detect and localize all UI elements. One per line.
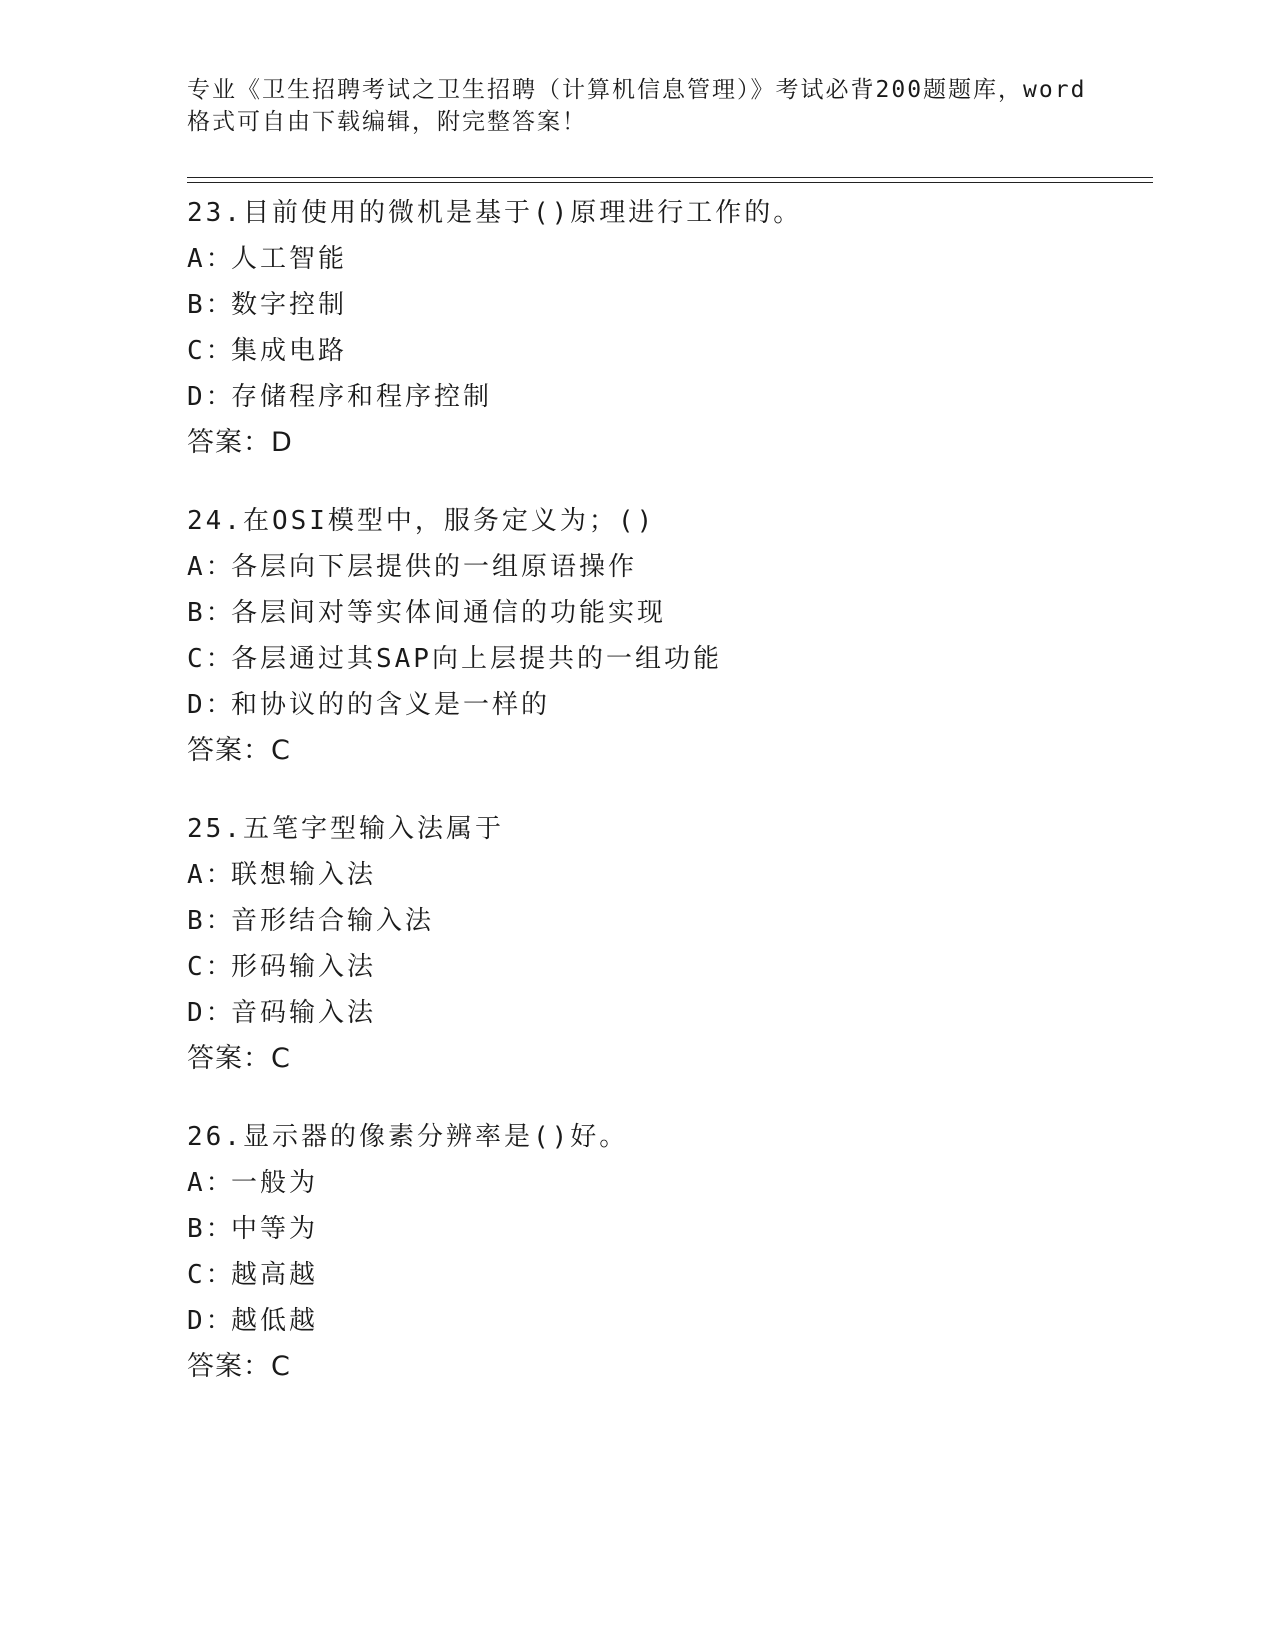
option-label: D： [187, 998, 235, 1028]
option-text: 音码输入法 [231, 998, 377, 1028]
option-label: A： [187, 1168, 235, 1198]
question-25 [187, 806, 1153, 1082]
option-label: C： [187, 1260, 235, 1290]
option-b [187, 590, 1153, 636]
question-list [187, 190, 1153, 1422]
option-text: 和协议的的含义是一样的 [231, 690, 551, 720]
question-stem: 24.在OSI模型中，服务定义为；() [187, 506, 656, 536]
option-label: B： [187, 906, 235, 936]
answer-line: 答案：C [187, 1043, 291, 1074]
option-label: C： [187, 644, 235, 674]
option-label: C： [187, 336, 235, 366]
option-b [187, 282, 1153, 328]
option-text: 数字控制 [231, 290, 348, 320]
header-divider-top [187, 177, 1153, 178]
question-24 [187, 498, 1153, 774]
option-text: 人工智能 [231, 244, 348, 274]
question-stem: 25.五笔字型输入法属于 [187, 814, 504, 844]
option-label: A： [187, 244, 235, 274]
option-text: 集成电路 [231, 336, 348, 366]
option-text: 形码输入法 [231, 952, 377, 982]
option-c [187, 636, 1153, 682]
option-text: 中等为 [231, 1214, 319, 1244]
option-a [187, 852, 1153, 898]
header-line-1: 专业《卫生招聘考试之卫生招聘（计算机信息管理）》考试必背200题题库，word [187, 77, 1087, 103]
option-label: A： [187, 860, 235, 890]
option-text: 越低越 [231, 1306, 319, 1336]
option-c [187, 944, 1153, 990]
option-label: C： [187, 952, 235, 982]
option-text: 各层向下层提供的一组原语操作 [231, 552, 638, 582]
header-line-2: 格式可自由下载编辑，附完整答案！ [187, 109, 587, 135]
question-stem: 26.显示器的像素分辨率是()好。 [187, 1122, 629, 1152]
option-d [187, 682, 1153, 728]
option-label: D： [187, 690, 235, 720]
option-a [187, 1160, 1153, 1206]
document-header [187, 74, 1087, 138]
option-text: 越高越 [231, 1260, 319, 1290]
option-c [187, 1252, 1153, 1298]
option-label: A： [187, 552, 235, 582]
answer-line: 答案：C [187, 735, 291, 766]
option-label: B： [187, 290, 235, 320]
answer-line: 答案：D [187, 427, 293, 458]
option-d [187, 1298, 1153, 1344]
option-text: 联想输入法 [231, 860, 377, 890]
option-b [187, 1206, 1153, 1252]
question-26 [187, 1114, 1153, 1390]
option-a [187, 236, 1153, 282]
question-stem: 23.目前使用的微机是基于()原理进行工作的。 [187, 198, 803, 228]
option-text: 音形结合输入法 [231, 906, 435, 936]
question-23 [187, 190, 1153, 466]
option-d [187, 990, 1153, 1036]
option-label: D： [187, 1306, 235, 1336]
option-label: D： [187, 382, 235, 412]
option-label: B： [187, 1214, 235, 1244]
option-label: B： [187, 598, 235, 628]
option-c [187, 328, 1153, 374]
option-b [187, 898, 1153, 944]
option-a [187, 544, 1153, 590]
answer-line: 答案：C [187, 1351, 291, 1382]
option-text: 一般为 [231, 1168, 319, 1198]
option-d [187, 374, 1153, 420]
option-text: 各层间对等实体间通信的功能实现 [231, 598, 667, 628]
option-text: 存储程序和程序控制 [231, 382, 493, 412]
header-divider-bottom [187, 182, 1153, 183]
option-text: 各层通过其SAP向上层提共的一组功能 [231, 644, 722, 674]
